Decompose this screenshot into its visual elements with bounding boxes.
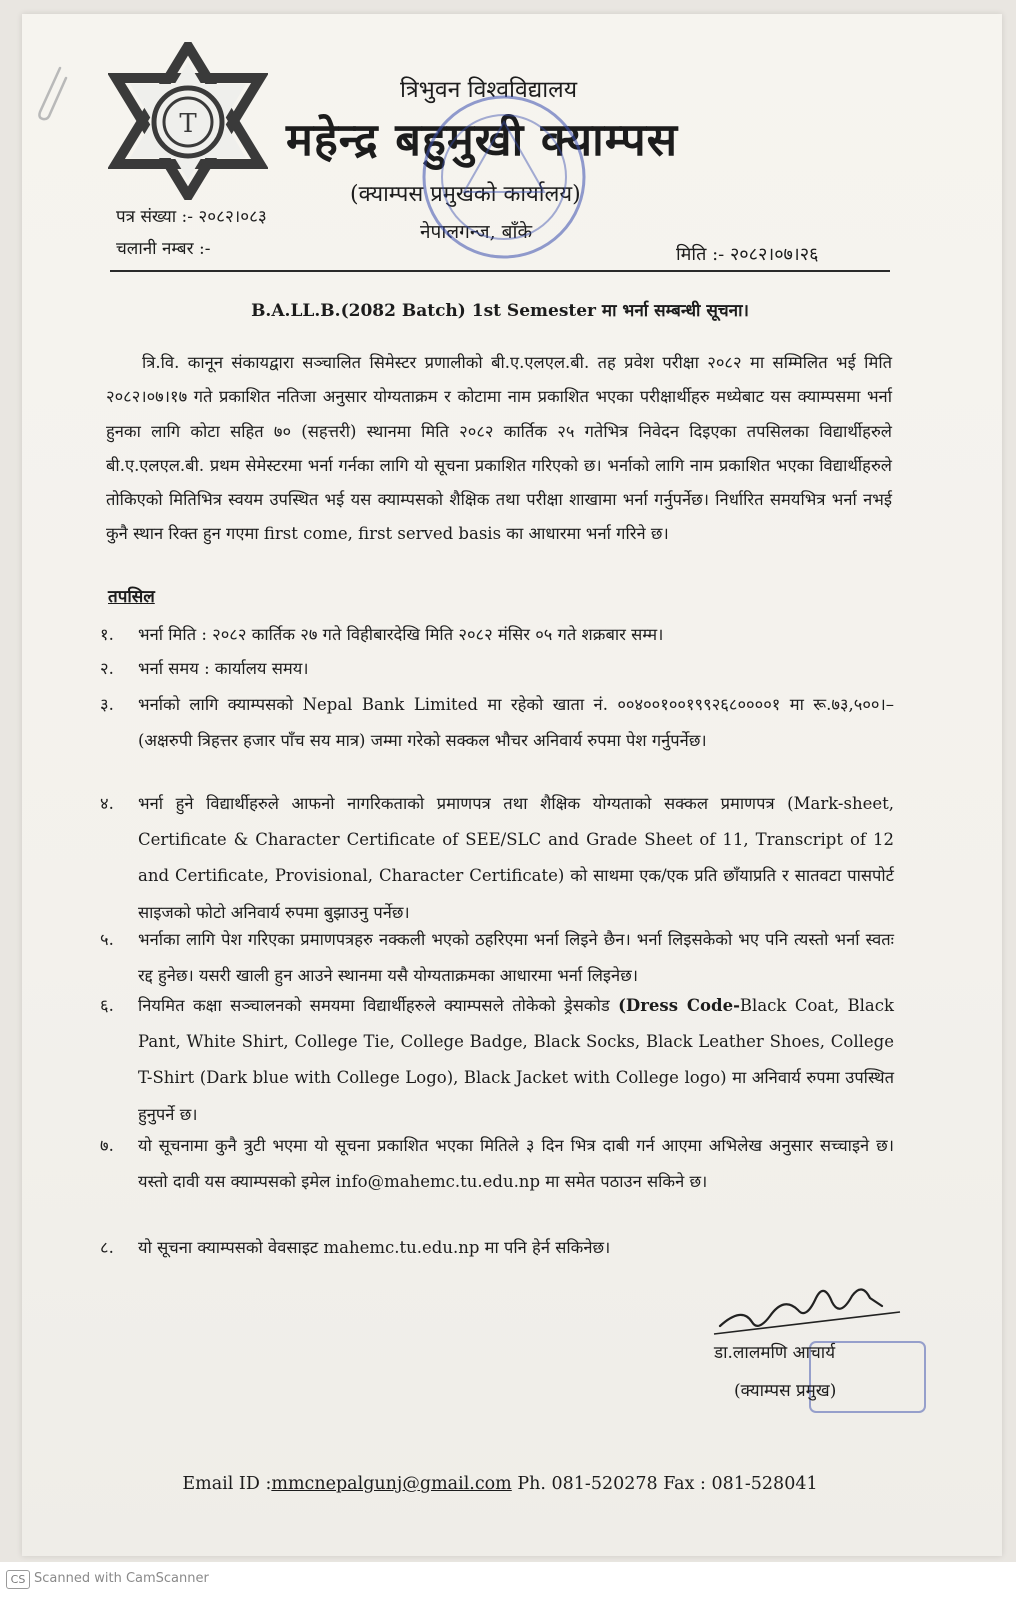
list-item [100,922,894,994]
item-number: ७. [100,1136,114,1155]
campus-name: महेन्द्र बहुमुखी क्याम्पस [286,113,679,166]
list-item [100,651,894,687]
scanner-footer [0,1562,1016,1600]
svg-text:T: T [179,109,197,139]
notice-date: मिति :- २०८२।०७।२६ [676,244,819,265]
item-text: यो सूचना क्याम्पसको वेवसाइट mahemc.tu.edu.np मा पनि हेर्न सकिनेछ। [138,1238,611,1257]
item-text: भर्ना समय : कार्यालय समय। [138,659,309,678]
university-name: त्रिभुवन विश्वविद्यालय [400,77,578,103]
email-link[interactable]: mmcnepalgunj@gmail.com [271,1474,512,1494]
signer-title: (क्याम्पस प्रमुख) [734,1381,837,1401]
campus-location: नेपालगन्ज, बाँके [420,221,533,243]
item-number: २. [100,659,114,678]
item-text: भर्नाका लागि पेश गरिएका प्रमाणपत्रहरु नक्कली भएको ठहरिएमा भर्ना लिइने छैन। भर्ना लिइसकेको भए पनि त्यस्तो भर्ना स्वतः रद्द हुनेछ। यसरी खाली हुन आउने स्थानमा यसै योग्यताक्रमका आधारमा भर्ना लिइनेछ। [138,930,894,986]
list-item [100,687,894,759]
item-number: ५. [100,930,114,949]
list-item [100,988,894,1133]
camscanner-icon: CS [6,1570,30,1589]
paperclip-icon [30,64,70,124]
email-label: Email ID : [182,1474,272,1494]
item-number: ६. [100,996,114,1015]
item-number: ८. [100,1238,114,1257]
office-name: (क्याम्पस प्रमुखको कार्यालय) [350,182,581,207]
tu-emblem-icon [108,42,268,200]
item-text: भर्ना मिति : २०८२ कार्तिक २७ गते विहीबारदेखि मिति २०८२ मंसिर ०५ गते शक्रबार सम्म। [138,625,664,644]
list-item [100,1128,894,1200]
item-text: यो सूचनामा कुनै त्रुटी भएमा यो सूचना प्रकाशित भएका मितिले ३ दिन भित्र दाबी गर्न आएमा अभिलेख अनुसार सच्चाइने छ। यस्तो दावी यस क्याम्पसको इमेल info@mahemc.tu.edu.np मा समेत पठाउन सकिने छ। [138,1136,894,1192]
header-divider [110,270,890,272]
item-text [138,988,894,1133]
item-text: भर्ना हुने विद्यार्थीहरुले आफनो नागरिकताको प्रमाणपत्र तथा शैक्षिक योग्यताको सक्कल प्रमाणपत्र (Mark-sheet, Certificate & Character Certificate of SEE/SLC and Grade Sheet of 11, Transcript of 12 and Certificate, Provisional, Character Certificate) को साथमा एक/एक प्रति छाँयाप्रति र सातवटा पासपोर्ट साइजको फोटो अनिवार्य रुपमा बुझाउनु पर्नेछ। [138,794,894,922]
list-item [100,1230,894,1266]
item-number: ३. [100,695,114,714]
notice-body: त्रि.वि. कानून संकायद्वारा सञ्चालित सिमेस्टर प्रणालीको बी.ए.एलएल.बी. तह प्रवेश परीक्षा २०८२ मा सम्मिलित भई मिति २०८२।०७।१७ गते प्रकाशित नतिजा अनुसार योग्यताक्रम र कोटामा नाम प्रकाशित भएका परीक्षार्थीहरु मध्येबाट यस क्याम्पसमा भर्ना हुनका लागि कोटा सहित ७० (सहत्तरी) स्थानमा मिति २०८२ कार्तिक २५ गतेभित्र निवेदन दिइएका तपसिलका विद्यार्थीहरुले बी.ए.एलएल.बी. प्रथम सेमेस्टरमा भर्ना गर्नका लागि यो सूचना प्रकाशित गरिएको छ। भर्नाको लागि नाम प्रकाशित भएका विद्यार्थीहरुले तोकिएको मितिभित्र स्वयम उपस्थित भई यस क्याम्पसको शैक्षिक तथा परीक्षा शाखामा भर्ना गर्नुपर्नेछ। निर्धारित समयभित्र भर्ना नभई कुनै स्थान रिक्त हुन गएमा first come, first served basis का आधारमा भर्ना गरिने छ। [106,353,892,544]
signer-name: डा.लालमणि आचार्य [714,1343,836,1363]
item-text-part: नियमित कक्षा सञ्चालनको समयमा विद्यार्थीहरुले क्याम्पसले तोकेको ड्रेसकोड [138,996,619,1015]
office-stamp-icon [404,82,604,272]
reference-number: पत्र संख्या :- २०८२।०८३ [116,207,267,227]
scanner-watermark: Scanned with CamScanner [34,1571,209,1586]
dispatch-number: चलानी नम्बर :- [116,239,211,259]
notice-title: B.A.LL.B.(2082 Batch) 1st Semester मा भर्ना सम्बन्धी सूचना। [251,301,749,321]
item-text-part: Black Coat, Black Pant, White Shirt, College Tie, College Badge, Black Socks, Black Leather Shoes, College T-Shirt (Dark blue with College Logo), Black Jacket with College logo) मा अनिवार्य रुपमा उपस्थित हुनुपर्ने छ। [138,996,894,1124]
schedule-heading: तपसिल [108,587,155,607]
list-item [100,617,894,653]
dress-code-label: (Dress Code- [618,996,740,1015]
item-number: ४. [100,794,114,813]
item-number: १. [100,625,114,644]
phone-fax: Ph. 081-520278 Fax : 081-528041 [511,1474,818,1494]
item-text: भर्नाको लागि क्याम्पसको Nepal Bank Limited मा रहेको खाता नं. ००४००१००१९९२६८००००१ मा रू.७३,५००।– (अक्षरुपी त्रिहत्तर हजार पाँच सय मात्र) जम्मा गरेको सक्कल भौचर अनिवार्य रुपमा पेश गर्नुपर्नेछ। [138,695,894,751]
contact-line [110,1474,890,1494]
list-item [100,786,894,931]
